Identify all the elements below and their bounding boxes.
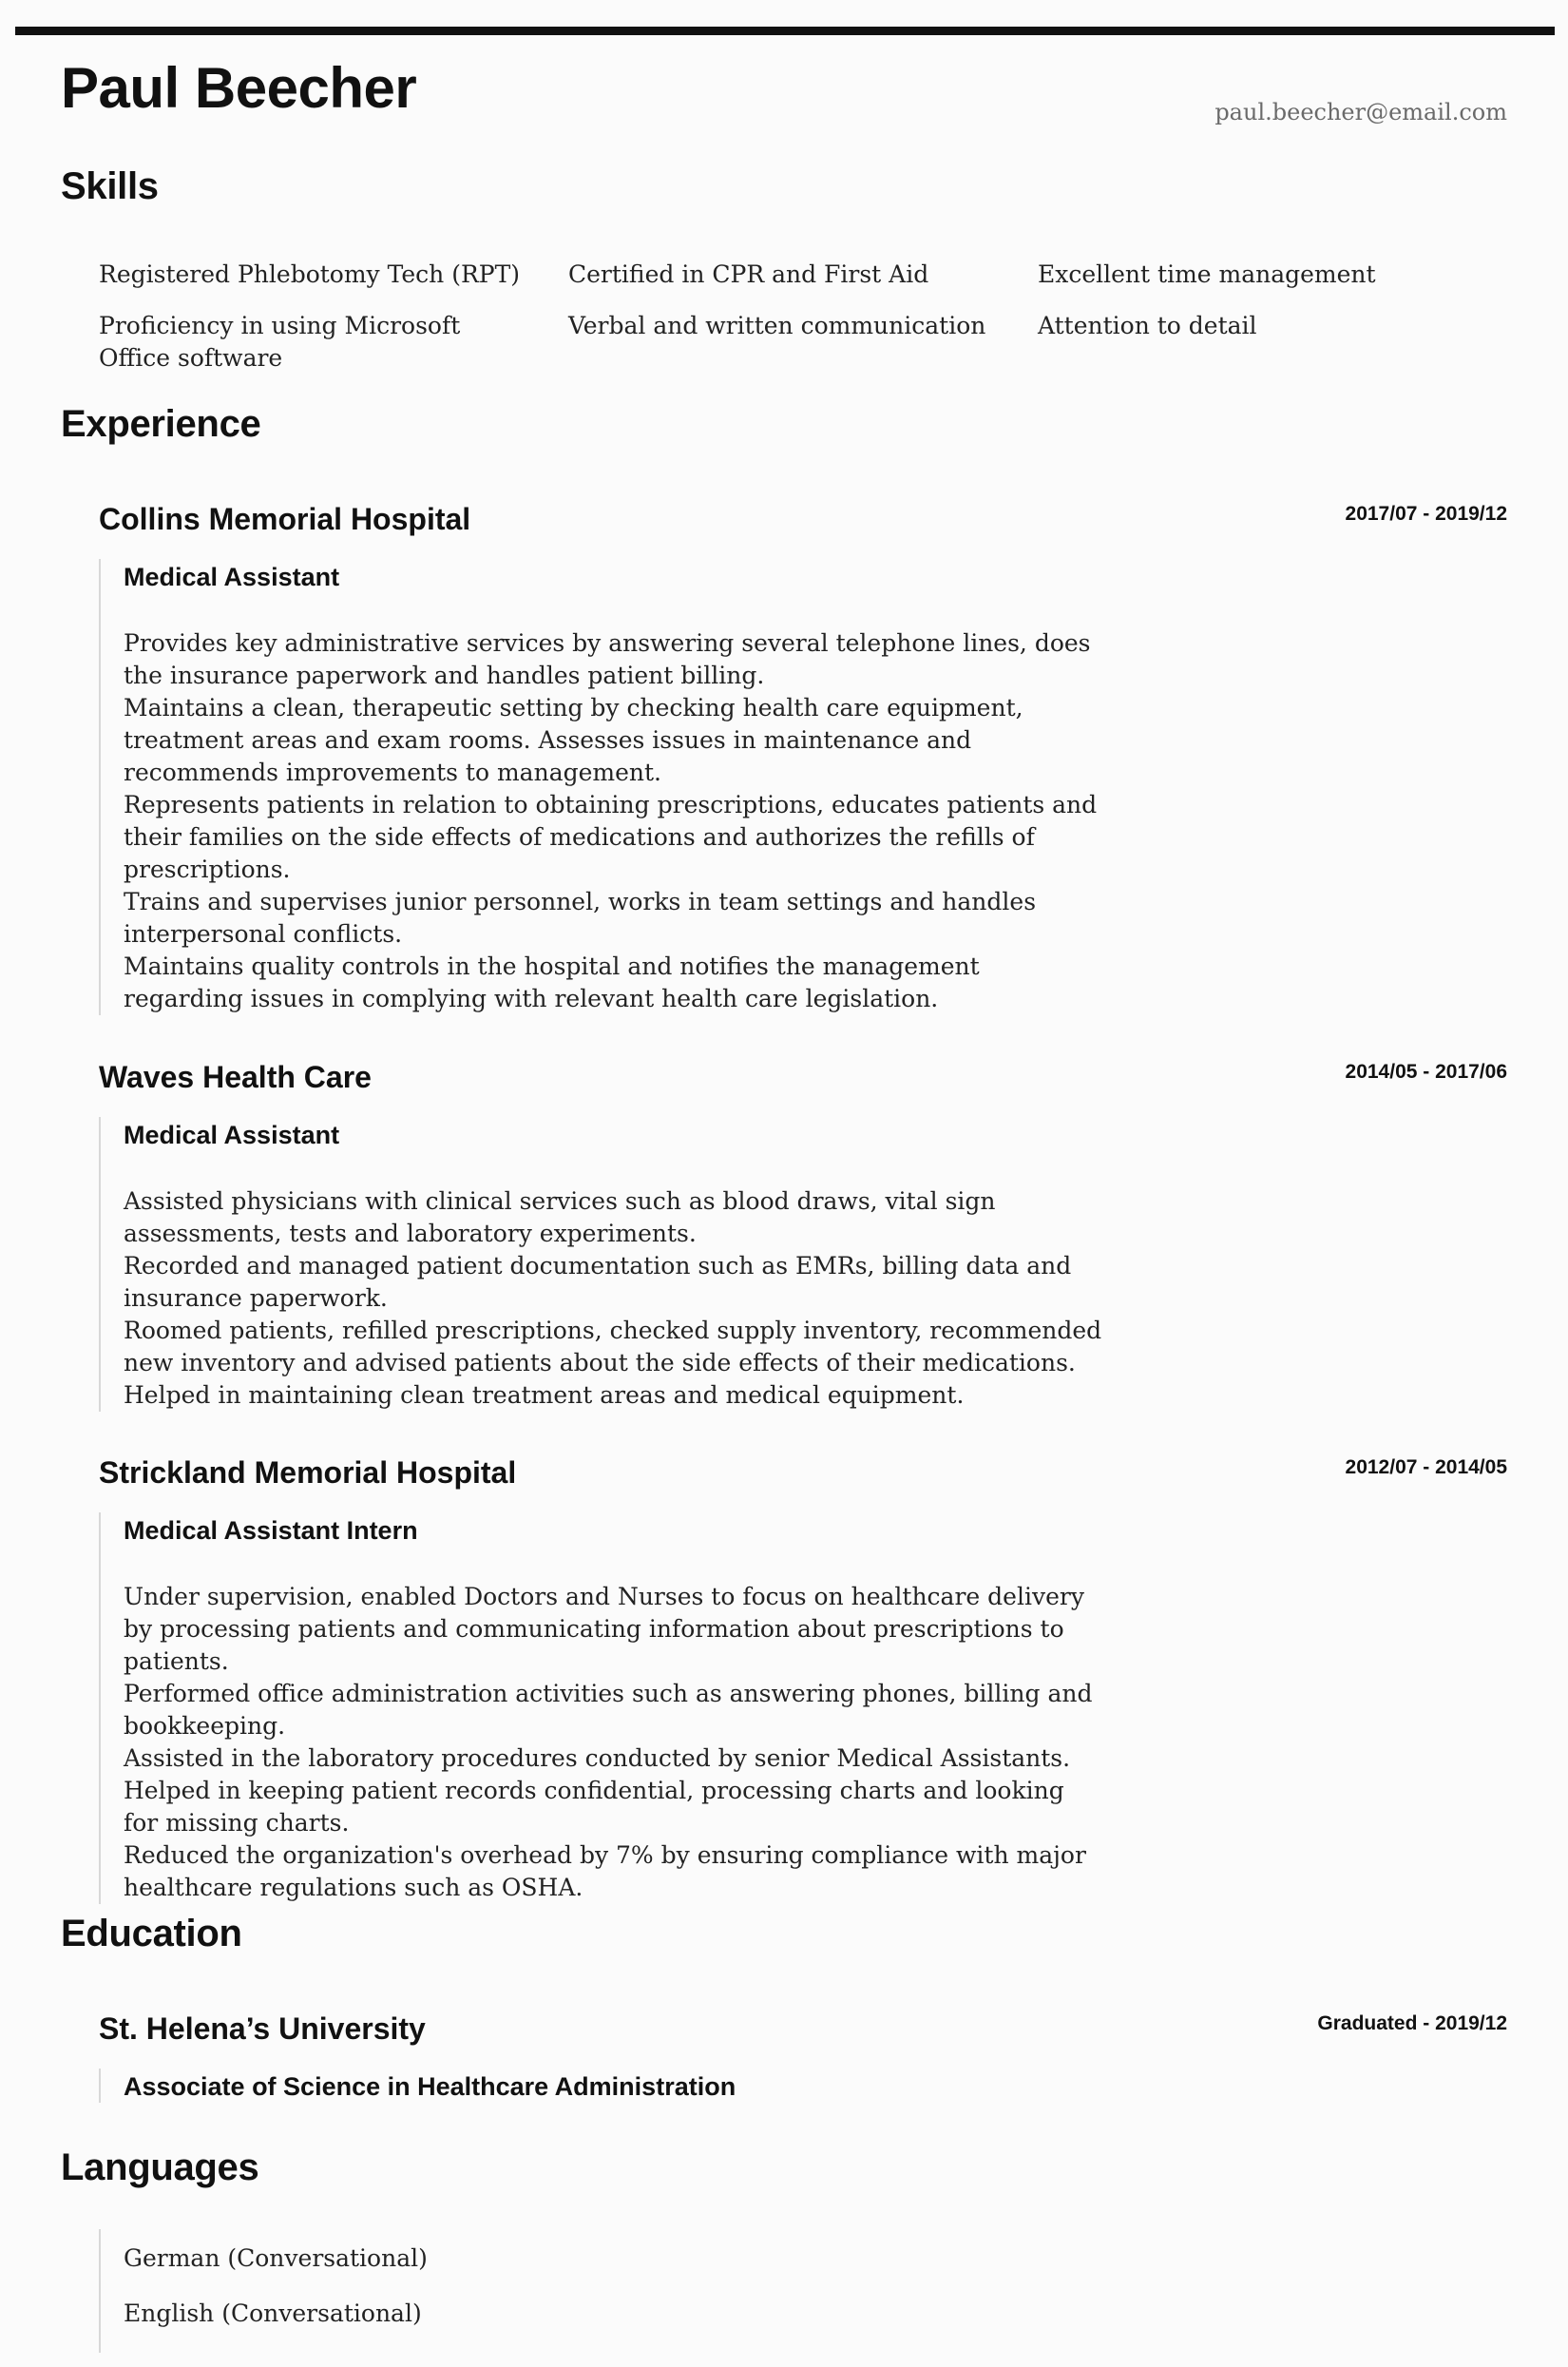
language-item: English (Conversational) — [124, 2300, 422, 2327]
entry-details — [99, 2069, 1507, 2103]
top-rule — [15, 27, 1555, 35]
job-title: Medical Assistant Intern — [124, 1516, 418, 1545]
school-name: St. Helena’s University — [99, 2011, 426, 2046]
job-title: Medical Assistant — [124, 563, 340, 591]
section-title-skills: Skills — [61, 165, 159, 207]
company-name: Strickland Memorial Hospital — [99, 1455, 517, 1490]
section-title-education: Education — [61, 1913, 242, 1954]
languages-list — [99, 2229, 428, 2353]
description-line: Under supervision, enabled Doctors and Nurses to focus on healthcare delivery by processing patients and communicating information about prescriptions to patients. — [124, 1583, 1084, 1675]
entry-details — [99, 559, 1507, 1015]
description-line: Assisted in the laboratory procedures conducted by senior Medical Assistants. — [124, 1744, 1071, 1772]
description-line: Roomed patients, refilled prescriptions, checked supply inventory, recommended new inventory and advised patients about the side effects of their medications. — [124, 1317, 1102, 1376]
skills-grid — [99, 259, 1524, 375]
description-line: Trains and supervises junior personnel, works in team settings and handles interpersonal conflicts. — [124, 888, 1037, 948]
date-range: 2014/05 - 2017/06 — [1345, 1061, 1507, 1083]
skill-item: Proficiency in using Microsoft Office software — [99, 312, 461, 372]
candidate-name: Paul Beecher — [61, 56, 417, 120]
description-line: Represents patients in relation to obtaining prescriptions, educates patients and their families on the side effects of medications and authorizes the refills of prescriptions. — [124, 791, 1098, 883]
skill-item: Attention to detail — [1038, 312, 1257, 339]
description-line: Provides key administrative services by answering several telephone lines, does the insurance paperwork and handles patient billing. — [124, 629, 1091, 689]
degree-title: Associate of Science in Healthcare Administration — [124, 2072, 736, 2101]
company-name: Waves Health Care — [99, 1060, 372, 1094]
description-line: Reduced the organization's overhead by 7% by ensuring compliance with major healthcare regulations such as OSHA. — [124, 1841, 1086, 1901]
job-title: Medical Assistant — [124, 1121, 340, 1149]
description-line: Recorded and managed patient documentation such as EMRs, billing data and insurance paperwork. — [124, 1252, 1072, 1312]
education-entry — [99, 2010, 1507, 2103]
entry-details — [99, 1512, 1507, 1904]
graduation-date: Graduated - 2019/12 — [1317, 2012, 1507, 2034]
skill-item: Verbal and written communication — [568, 312, 986, 339]
job-description — [124, 1581, 1102, 1904]
experience-entry — [99, 500, 1507, 1015]
experience-entry — [99, 1058, 1507, 1412]
description-line: Helped in maintaining clean treatment areas and medical equipment. — [124, 1381, 965, 1409]
entry-details — [99, 1117, 1507, 1412]
description-line: Maintains a clean, therapeutic setting by checking health care equipment, treatment areas and exam rooms. Assesses issues in maintenance and recommends improvements to management. — [124, 694, 1023, 786]
description-line: Maintains quality controls in the hospital and notifies the management regarding issues in complying with relevant health care legislation. — [124, 953, 980, 1012]
skill-item: Registered Phlebotomy Tech (RPT) — [99, 260, 521, 288]
language-item: German (Conversational) — [124, 2244, 428, 2272]
job-description — [124, 1185, 1102, 1412]
experience-entry — [99, 1453, 1507, 1904]
job-description — [124, 627, 1102, 1015]
description-line: Helped in keeping patient records confidential, processing charts and looking for missing charts. — [124, 1777, 1064, 1837]
skill-item: Certified in CPR and First Aid — [568, 260, 929, 288]
date-range: 2012/07 - 2014/05 — [1345, 1456, 1507, 1478]
section-title-languages: Languages — [61, 2146, 259, 2188]
date-range: 2017/07 - 2019/12 — [1345, 503, 1507, 525]
email-address[interactable]: paul.beecher@email.com — [1214, 99, 1507, 125]
skill-item: Excellent time management — [1038, 260, 1376, 288]
description-line: Performed office administration activities such as answering phones, billing and bookkeeping. — [124, 1680, 1093, 1740]
section-title-experience: Experience — [61, 403, 261, 445]
company-name: Collins Memorial Hospital — [99, 502, 471, 536]
description-line: Assisted physicians with clinical services such as blood draws, vital sign assessments, tests and laboratory experiments. — [124, 1187, 996, 1247]
